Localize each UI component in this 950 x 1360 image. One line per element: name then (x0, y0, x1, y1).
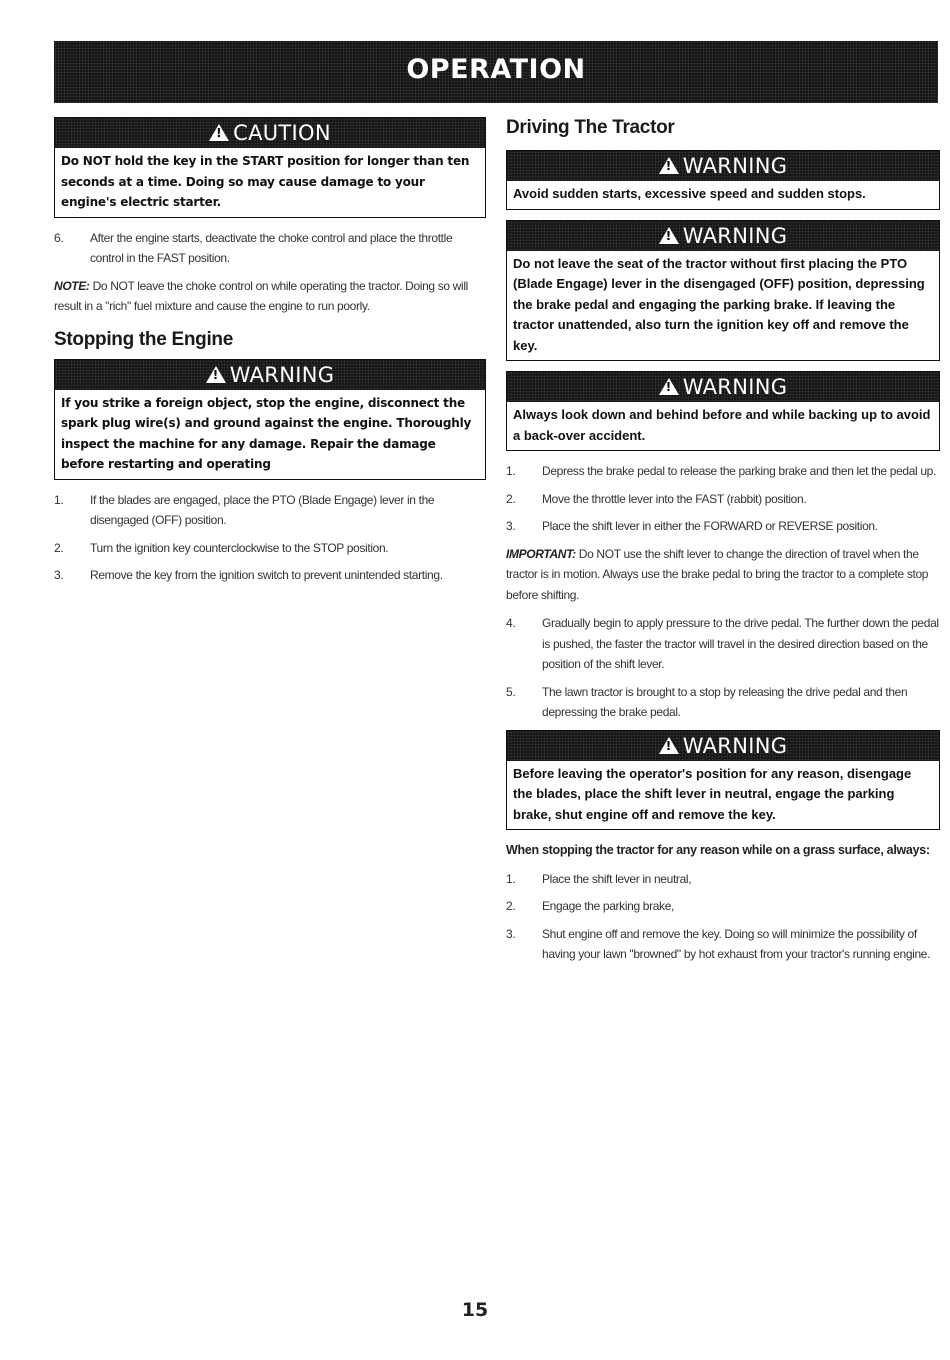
list-item-number: 1. (506, 464, 516, 478)
list-item-text: Remove the key from the ignition switch to prevent unintended starting. (90, 568, 443, 582)
list-item-text: If the blades are engaged, place the PTO (Blade Engage) lever in the disengaged (OFF) position. (90, 492, 435, 527)
warning-header (507, 731, 939, 761)
list-item (506, 896, 940, 917)
warning-box (506, 150, 940, 210)
list-item-number: 3. (54, 568, 64, 582)
caution-box (54, 117, 486, 218)
list-item (506, 461, 940, 482)
list-item-text: Depress the brake pedal to release the parking brake and then let the pedal up. (542, 464, 936, 478)
page-number: 15 (461, 1299, 489, 1321)
caution-label: CAUTION (233, 121, 331, 145)
list-item-text: After the engine starts, deactivate the choke control and place the throttle control in the FAST position. (90, 230, 453, 265)
important-lead: IMPORTANT: (506, 546, 576, 561)
list-item (506, 682, 940, 723)
warning-triangle-icon (209, 124, 229, 141)
list-item-number: 1. (506, 871, 516, 886)
list-item (54, 490, 486, 531)
warning-header (55, 360, 485, 390)
stopping-engine-heading: Stopping the Engine (54, 328, 234, 350)
list-item-number: 2. (506, 491, 516, 506)
warning-box (506, 730, 940, 831)
list-item (54, 538, 486, 559)
warning-header (507, 372, 939, 402)
note-lead: NOTE: (54, 278, 90, 293)
list-item-text: The lawn tractor is brought to a stop by releasing the drive pedal and then depressing the brake pedal. (542, 684, 908, 719)
list-item (506, 613, 940, 675)
list-item-text: Engage the parking brake, (542, 899, 675, 913)
warning-header (507, 151, 939, 181)
list-item (506, 924, 940, 965)
list-item-text: Place the shift lever in either the FORWARD or REVERSE position. (542, 519, 878, 533)
page-title: OPERATION (406, 54, 586, 85)
list-item-text: Move the throttle lever into the FAST (rabbit) position. (542, 491, 807, 506)
list-item-number: 6. (54, 230, 64, 245)
warning-triangle-icon (659, 227, 679, 244)
warning-box (506, 220, 940, 362)
list-item (506, 489, 940, 510)
warning-label: WARNING (682, 375, 788, 399)
header-band (54, 41, 938, 103)
list-item (54, 565, 486, 586)
list-item (506, 869, 940, 890)
note-paragraph (54, 276, 486, 317)
list-item-text: Place the shift lever in neutral, (542, 871, 692, 886)
left-column (54, 117, 486, 593)
driving-tractor-heading: Driving The Tractor (506, 117, 675, 138)
warning-box (506, 371, 940, 451)
warning-triangle-icon (659, 737, 679, 754)
warning-text: Before leaving the operator's position for any reason, disengage the blades, place the shift lever in neutral, engage the parking brake, shut engine off and remove the key. (513, 765, 912, 822)
list-item-number: 3. (506, 519, 516, 533)
list-item-text: Shut engine off and remove the key. Doing so will minimize the possibility of having your lawn "browned" by hot exhaust from your tractor's running engine. (542, 926, 931, 961)
caution-header (55, 118, 485, 148)
caution-text: Do NOT hold the key in the START position for longer than ten seconds at a time. Doing so may cause damage to your engine's electric starter. (61, 154, 470, 209)
warning-text: Always look down and behind before and while backing up to avoid a back-over accident. (513, 407, 931, 443)
important-text: Do NOT use the shift lever to change the direction of travel when the tractor is in motion. Always use the brake pedal to bring the tractor to a complete stop before shifting. (506, 546, 929, 602)
warning-box (54, 359, 486, 480)
list-item-number: 2. (506, 899, 516, 913)
warning-label: WARNING (682, 223, 788, 248)
warning-header (507, 221, 939, 251)
warning-text: Avoid sudden starts, excessive speed and sudden stops. (513, 186, 866, 201)
list-item-number: 4. (506, 616, 516, 630)
warning-triangle-icon (206, 366, 226, 383)
list-item-text: Turn the ignition key counterclockwise to the STOP position. (90, 540, 389, 555)
list-item-number: 1. (54, 492, 64, 507)
grass-surface-heading: When stopping the tractor for any reason while on a grass surface, always: (506, 843, 930, 857)
warning-label: WARNING (682, 154, 788, 178)
warning-text: Do not leave the seat of the tractor without first placing the PTO (Blade Engage) lever in the disengaged (OFF) position, depressing the brake pedal and engaging the parking brake. If leaving the tractor unattended, also turn the ignition key off and remove the key. (513, 255, 925, 353)
warning-label: WARNING (229, 362, 335, 387)
warning-triangle-icon (659, 378, 679, 395)
note-text: Do NOT leave the choke control on while operating the tractor. Doing so will result in a "rich" fuel mixture and cause the engine to run poorly. (54, 278, 468, 313)
list-item-number: 3. (506, 926, 516, 941)
right-column (506, 117, 940, 972)
important-paragraph (506, 544, 940, 606)
list-item (506, 516, 940, 537)
list-item (54, 228, 486, 269)
warning-triangle-icon (659, 157, 679, 174)
list-item-text: Gradually begin to apply pressure to the drive pedal. The further down the pedal is pushed, the faster the tractor will travel in the desired direction based on the position of the shift lever. (542, 616, 939, 671)
list-item-number: 5. (506, 684, 516, 699)
warning-text: If you strike a foreign object, stop the engine, disconnect the spark plug wire(s) and ground against the engine. Thoroughly inspect the machine for any damage. Repair the damage before restarting and operating (61, 395, 472, 471)
list-item-number: 2. (54, 540, 64, 555)
warning-label: WARNING (682, 733, 788, 758)
